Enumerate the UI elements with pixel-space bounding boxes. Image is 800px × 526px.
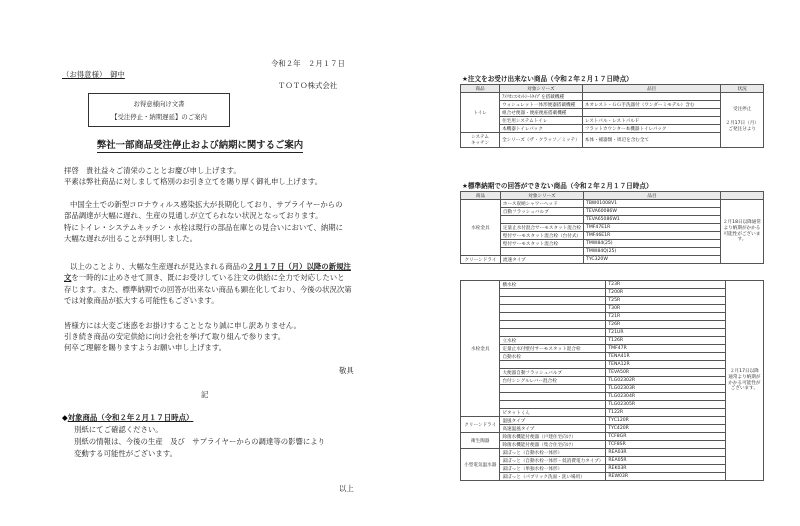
- paragraph2-line2: [64, 272, 345, 283]
- closing-keigu: 敬具: [339, 366, 354, 375]
- paragraph2-line4: では対象商品が拡大する可能性もございます。: [64, 296, 219, 305]
- table-row: [461, 361, 764, 369]
- column-header: 品目: [584, 192, 721, 200]
- category-cell: 水栓金具: [461, 281, 500, 417]
- series-cell: 温風タイプ: [500, 417, 606, 425]
- end-mark: 以上: [339, 484, 354, 493]
- table-row: [461, 329, 764, 337]
- table-row: [461, 240, 764, 248]
- section2-table-lower: [460, 280, 764, 481]
- target-line: 別紙にてご確認ください。: [74, 425, 163, 434]
- attachment-page: [400, 0, 800, 526]
- series-cell: 台付シングルレバー混合栓: [500, 377, 606, 385]
- target-line: 変動する可能性がございます。: [74, 449, 177, 458]
- item-cell: TEVA60086W: [584, 208, 721, 216]
- paragraph1-line: 特にトイレ・システムキッチン・水栓は現行の部品在庫との見合いにおいて、納期に: [64, 223, 344, 232]
- series-cell: 除菌水機能付便器（集合住宅向け）: [500, 441, 606, 449]
- table-row: [461, 321, 764, 329]
- paragraph2-line1: [70, 261, 351, 272]
- column-header: 対象シリーズ: [500, 192, 583, 200]
- section2-title: ★標準納期での回答ができない商品（令和２年２月１７日時点）: [462, 182, 653, 190]
- table-row: [461, 224, 764, 232]
- item-cell: REA03R: [606, 449, 725, 457]
- table-row: [461, 465, 764, 473]
- table-row: [461, 101, 764, 109]
- column-header: 品目: [582, 85, 721, 93]
- item-cell: TMW84Q(25): [584, 248, 721, 256]
- series-cell: ウォシュレット一体形便器搭載機種: [500, 101, 583, 109]
- series-cell: ホース収納シャワーヘッド: [500, 200, 583, 208]
- item-cell: T126R: [606, 337, 725, 345]
- table-row: [461, 433, 764, 441]
- item-cell: ネオレスト・ＧＧ手洗器付（ワンダーミモデル）含む: [582, 101, 721, 109]
- item-cell: TMF47R: [606, 345, 725, 353]
- category-cell: 衛生陶器: [461, 433, 500, 449]
- target-heading: [62, 412, 193, 423]
- paragraph2-line1-emphasis: ２月１７日（月）以降の新規注: [247, 262, 351, 271]
- table-row: [461, 93, 764, 101]
- table-row: [461, 232, 764, 240]
- notice-box-line2: 【受注停止・納期遅延】のご案内: [111, 113, 207, 121]
- item-cell: TYC120R: [606, 417, 725, 425]
- series-cell: 除菌水機能付便器（戸建住宅向け）: [500, 433, 606, 441]
- table-row: [461, 393, 764, 401]
- item-cell: TBW01008V1: [584, 200, 721, 208]
- item-cell: フラットカウンター本機器トイレパック: [582, 125, 721, 133]
- series-cell: 横水栓: [500, 281, 606, 289]
- category-cell: クリーンドライ: [461, 417, 500, 433]
- table-row: [461, 117, 764, 125]
- series-cell: [500, 313, 606, 321]
- section1-title: ★注文をお受け出来ない商品（令和２年２月１７日時点）: [462, 75, 633, 83]
- series-cell: [500, 321, 606, 329]
- paragraph1-line: 中国全土での新型コロナウィルス感染拡大が長期化しており、サプライヤーからの: [70, 200, 343, 209]
- category-cell: システム キッチン: [461, 133, 500, 148]
- series-cell: 立水栓: [500, 337, 606, 345]
- series-cell: 本機器トイレパック: [500, 125, 583, 133]
- item-cell: REW03R: [606, 473, 725, 481]
- table-row: [461, 208, 764, 216]
- table-row: [461, 425, 764, 433]
- table-row: [461, 473, 764, 481]
- status-cell: [721, 93, 764, 148]
- status-note-cell: ２月18日以降通常より納期がかかる可能性がございます。: [720, 200, 763, 264]
- table-row: [461, 133, 764, 148]
- paragraph2-line3: 存じます。また、標準納期での回答が出来ない商品も顕在化しており、今後の状況次第: [64, 285, 352, 294]
- paragraph3-line: 何卒ご理解を賜りますようお願い申し上げます。: [64, 343, 227, 352]
- table-row: [461, 313, 764, 321]
- series-cell: 住宅用システムトイレ: [500, 117, 583, 125]
- item-cell: TLG02302R: [606, 377, 725, 385]
- paragraph2-line1-pre: 以上のことより、大幅な生産遅れが見込まれる商品の: [70, 262, 248, 271]
- item-cell: TEVA50R: [606, 369, 725, 377]
- item-cell: TCF8SR: [606, 441, 725, 449]
- item-cell: T21UR: [606, 329, 725, 337]
- paragraph2-line2-post: を一時的に止めさせて頂き、既にお受けしている注文の供給に全力で対応したいと: [71, 273, 345, 282]
- column-header: 商品: [461, 192, 501, 200]
- table-row: [461, 125, 764, 133]
- paragraph3-line: 引き続き商品の安定供給に向け会社を挙げて取り組んで参ります。: [64, 332, 286, 341]
- table-row: [461, 289, 764, 297]
- category-cell: 水栓金具: [461, 200, 501, 256]
- series-cell: 流速タイプ: [500, 256, 583, 264]
- table-row: [461, 248, 764, 256]
- series-cell: ビタットくん: [500, 409, 606, 417]
- item-cell: TCF8GR: [606, 433, 725, 441]
- ki-mark: 記: [201, 390, 209, 399]
- notice-box: [88, 93, 230, 127]
- status-date: ２月17日（月）ご発注分より: [725, 121, 759, 132]
- table-row: [461, 401, 764, 409]
- table-row: [461, 281, 764, 289]
- item-cell: TYC420R: [606, 425, 725, 433]
- item-cell: TEVA65086W1: [584, 216, 721, 224]
- item-cell: TENA41R: [606, 353, 725, 361]
- series-cell: [500, 401, 606, 409]
- diamond-icon: ◆: [62, 413, 68, 422]
- table-row: [461, 216, 764, 224]
- table-row: [461, 337, 764, 345]
- column-header: 対象シリーズ: [500, 85, 583, 93]
- table-row: [461, 385, 764, 393]
- item-cell: REK03R: [606, 465, 725, 473]
- item-cell: TENA12R: [606, 361, 725, 369]
- item-cell: T200R: [606, 289, 725, 297]
- table-row: [461, 109, 764, 117]
- paragraph1-line: 部品調達が大幅に遅れ、生産の見通しが立てられない状況となっております。: [64, 211, 323, 220]
- greeting-line: 拝啓 貴社益々ご清栄のこととお慶び申し上げます。: [64, 166, 241, 175]
- item-cell: T21R: [606, 313, 725, 321]
- item-cell: TYC320W: [584, 256, 721, 264]
- paragraph1-line: 大幅な遅れが出ることが判明しました。: [64, 234, 198, 243]
- series-cell: 定量止水付壁付サーモスタット混合栓: [500, 345, 606, 353]
- series-cell: 定量止水付混合サーモスタット混合栓: [500, 224, 583, 232]
- paragraph3-line: 皆様方には大変ご迷惑をお掛けすることとなり誠に申し訳ありません。: [64, 321, 301, 330]
- company-name: ＴＯＴＯ株式会社: [278, 81, 338, 90]
- series-cell: 組合せ便器・便座便座搭載機種: [500, 109, 583, 117]
- recipient: （お得意様） 御中: [62, 70, 125, 79]
- series-cell: 壁付サーモスタット混合栓: [500, 240, 583, 248]
- table-header-row: [461, 85, 764, 93]
- series-cell: ｱﾒﾘｶﾝｺﾝｾｯﾄｼｰﾄﾀｲﾌﾟを搭載機種: [500, 93, 583, 101]
- series-cell: 自動水栓: [500, 353, 606, 361]
- series-cell: [500, 385, 606, 393]
- table-row: [461, 441, 764, 449]
- series-cell: [500, 216, 583, 224]
- series-cell: [500, 329, 606, 337]
- table-row: [461, 297, 764, 305]
- document-title-text: 弊社一部商品受注停止および納期に関するご案内: [96, 140, 304, 151]
- greeting-line: 平素は弊社商品に対しまして格別のお引き立てを賜り厚く御礼申し上げます。: [64, 177, 323, 186]
- series-cell: 湯ぽっと（自動水栓一体形）: [500, 449, 606, 457]
- item-cell: [582, 93, 721, 101]
- item-cell: TLG02304R: [606, 393, 725, 401]
- series-cell: [500, 297, 606, 305]
- table-row: [461, 305, 764, 313]
- series-cell: 自動フラッシュバルブ: [500, 208, 583, 216]
- section1-table: [460, 84, 764, 148]
- category-cell: 小型電気温水器: [461, 449, 500, 481]
- paragraph2-line2-emphasis: 文: [64, 273, 72, 282]
- target-heading-label: 対象商品: [67, 413, 98, 422]
- series-cell: 壁付サーモスタット混合栓（台付式）: [500, 232, 583, 240]
- table-row: [461, 369, 764, 377]
- table-row: [461, 409, 764, 417]
- table-row: [461, 457, 764, 465]
- table-row: [461, 377, 764, 385]
- status-label: 受注停止: [732, 107, 752, 113]
- item-cell: T30R: [606, 305, 725, 313]
- section2-table-upper: [460, 191, 764, 264]
- series-cell: 高速温風タイプ: [500, 425, 606, 433]
- table-row: [461, 417, 764, 425]
- notice-box-line1: お得意様向け文書: [133, 100, 185, 108]
- table-row: [461, 200, 764, 208]
- series-cell: [500, 305, 606, 313]
- category-cell: トイレ: [461, 93, 500, 133]
- status-note-cell: ２月17日以降通常より納期がかかる可能性がございます。: [725, 281, 763, 481]
- table-row: [461, 449, 764, 457]
- item-cell: レストパル・レストパルＦ: [582, 117, 721, 125]
- series-cell: 湯ぽっと（自動水栓一体形・低消費電力タイプ）: [500, 457, 606, 465]
- series-cell: 湯ぽっと（単独水栓一体形）: [500, 465, 606, 473]
- letter-date: 令和２年 ２月１７日: [271, 59, 345, 68]
- target-heading-date: （令和２年２月１７日時点）: [97, 413, 194, 422]
- series-cell: [500, 361, 606, 369]
- item-cell: TLG02303R: [606, 385, 725, 393]
- category-cell: クリーンドライ: [461, 256, 501, 264]
- column-header: [720, 192, 763, 200]
- item-cell: TMW84(25): [584, 240, 721, 248]
- item-cell: TLG02305R: [606, 401, 725, 409]
- column-header: 商品: [461, 85, 500, 93]
- document-title: [0, 137, 400, 151]
- item-cell: REA05R: [606, 457, 725, 465]
- item-cell: TMF47E1R: [584, 224, 721, 232]
- item-cell: [582, 109, 721, 117]
- series-cell: 全シリーズ（ザ・クラッソ／ミッテ）: [500, 133, 583, 148]
- item-cell: T122R: [606, 409, 725, 417]
- series-cell: 湯ぽっと（パブリック洗面・洗い場用）: [500, 473, 606, 481]
- item-cell: 本体・補器類・周辺を含む全て: [582, 133, 721, 148]
- table-row: [461, 256, 764, 264]
- series-cell: [500, 289, 606, 297]
- item-cell: T26R: [606, 321, 725, 329]
- table-row: [461, 353, 764, 361]
- series-cell: 大便器自動フラッシュバルブ: [500, 369, 606, 377]
- item-cell: T25R: [606, 297, 725, 305]
- column-header: 状況: [721, 85, 764, 93]
- series-cell: [500, 248, 583, 256]
- item-cell: T23R: [606, 281, 725, 289]
- table-row: [461, 345, 764, 353]
- series-cell: [500, 393, 606, 401]
- table-header-row: [461, 192, 764, 200]
- item-cell: TMF46E1R: [584, 232, 721, 240]
- target-line: 別紙の情報は、今後の生産 及び サプライヤーからの調達等の影響により: [74, 437, 326, 446]
